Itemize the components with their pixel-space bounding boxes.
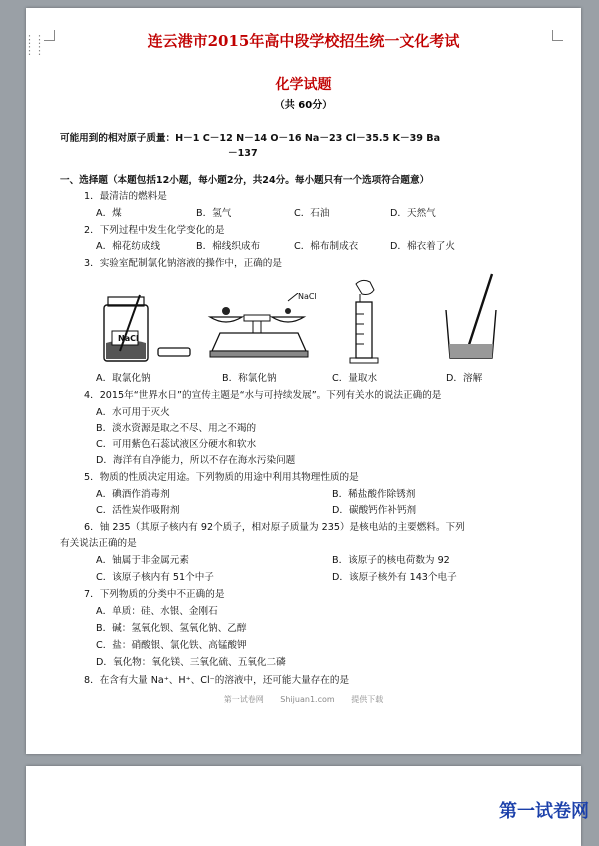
question-8-stem: 8．在含有大量 Na⁺、H⁺、Cl⁻的溶液中，还可能大量存在的是	[84, 675, 350, 686]
question-6-stem: 6．铀 235（其原子核内有 92个质子，相对原子质量为 235）是核电站的主要燃料。下列	[84, 522, 465, 533]
option-7c: C．盐：硝酸银、氯化铁、高锰酸钾	[96, 640, 247, 651]
option-5c: C．活性炭作吸附剂	[96, 505, 180, 516]
option-4a: A．水可用于灭火	[96, 407, 170, 418]
exam-score: （共 60分）	[274, 100, 333, 111]
figure-a-label: NaCl	[118, 334, 139, 343]
document-page-1	[26, 8, 581, 754]
option-7b: B．碱：氢氧化钡、氢氧化钠、乙醇	[96, 623, 247, 634]
question-1-stem: 1．最清洁的燃料是	[84, 191, 167, 202]
option-1d: D．天然气	[390, 208, 436, 219]
question-2-stem: 2．下列过程中发生化学变化的是	[84, 225, 225, 236]
page-footer: 第一试卷网 Shijuan1.com 提供下载	[223, 695, 384, 704]
option-6c: C．该原子核内有 51个中子	[96, 572, 214, 583]
option-1a: A．煤	[96, 208, 122, 219]
question-6-stem-cont: 有关说法正确的是	[60, 538, 137, 549]
figure-dissolve	[442, 270, 506, 362]
atomic-mass-line-cont: －137	[228, 148, 258, 159]
option-7a: A．单质：硅、水银、金刚石	[96, 606, 218, 617]
option-2a: A．棉花纺成线	[96, 241, 161, 252]
atomic-mass-line: 可能用到的相对原子质量：H－1 C－12 N－14 O－16 Na－23 Cl－35.5 K－39 Ba	[60, 133, 441, 144]
option-2c: C．棉布制成衣	[294, 241, 359, 252]
option-5a: A．碘酒作消毒剂	[96, 489, 170, 500]
option-2d: D．棉衣着了火	[390, 241, 455, 252]
exam-title: 连云港市2015年高中段学校招生统一文化考试	[147, 32, 460, 50]
drag-handle-icon[interactable]: ⋮⋮ ⋮⋮	[24, 33, 44, 57]
section-heading: 一、选择题（本题包括12小题，每小题2分，共24分。每小题只有一个选项符合题意）	[60, 175, 430, 186]
option-4b: B．淡水资源是取之不尽、用之不竭的	[96, 423, 257, 434]
option-3c: C．量取水	[332, 373, 378, 384]
question-5-stem: 5．物质的性质决定用途。下列物质的用途中利用其物理性质的是	[84, 472, 359, 483]
figure-b-label: NaCl	[298, 292, 317, 301]
figure-take-nacl	[100, 293, 196, 363]
question-7-stem: 7．下列物质的分类中不正确的是	[84, 589, 225, 600]
question-3-stem: 3．实验室配制氯化钠溶液的操作中，正确的是	[84, 258, 282, 269]
option-7d: D．氧化物：氧化镁、三氧化硫、五氧化二磷	[96, 657, 286, 668]
option-3b: B．称氯化钠	[222, 373, 277, 384]
option-5b: B．稀盐酸作除锈剂	[332, 489, 416, 500]
option-1b: B．氢气	[196, 208, 232, 219]
option-5d: D．碳酸钙作补钙剂	[332, 505, 417, 516]
figure-balance	[206, 293, 316, 363]
document-page-2	[26, 766, 581, 846]
question-4-stem: 4．2015年“世界水日”的宣传主题是“水与可持续发展”。下列有关水的说法正确的是	[84, 390, 442, 401]
option-6b: B．该原子的核电荷数为 92	[332, 555, 450, 566]
figure-measure-water	[342, 278, 392, 366]
watermark-logo: 第一试卷网	[499, 801, 589, 822]
option-6d: D．该原子核外有 143个电子	[332, 572, 457, 583]
option-3d: D．溶解	[446, 373, 483, 384]
option-4c: C．可用紫色石蕊试液区分硬水和软水	[96, 439, 257, 450]
option-2b: B．棉线织成布	[196, 241, 261, 252]
option-4d: D．海洋有自净能力，所以不存在海水污染问题	[96, 455, 296, 466]
option-3a: A．取氯化钠	[96, 373, 151, 384]
exam-subtitle: 化学试题	[275, 77, 332, 93]
option-6a: A．铀属于非金属元素	[96, 555, 189, 566]
option-1c: C．石油	[294, 208, 330, 219]
